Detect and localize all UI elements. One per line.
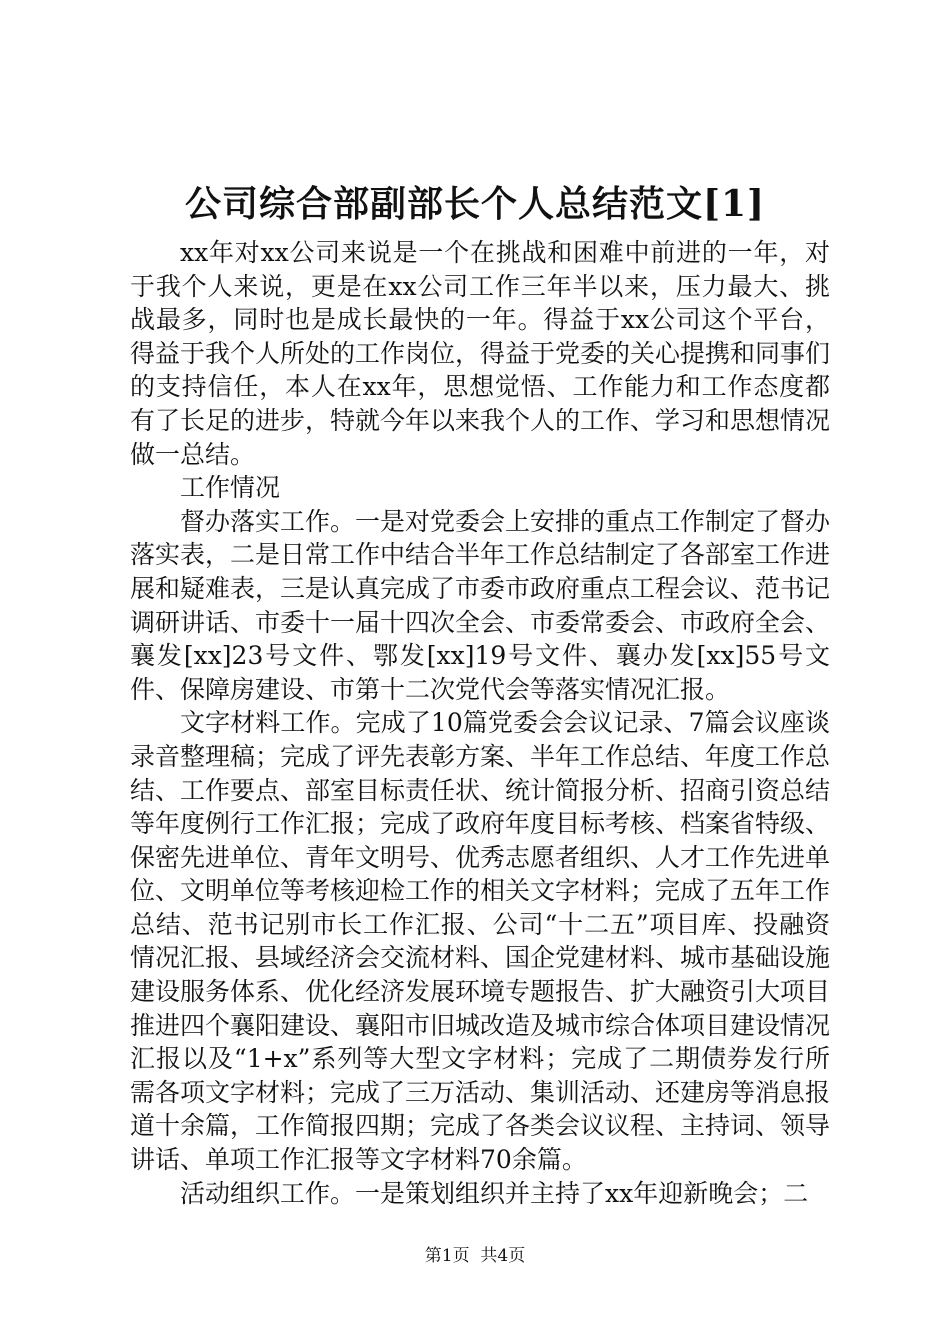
- page-total: 共4页: [480, 1246, 526, 1266]
- section-heading-work: 工作情况: [180, 473, 281, 503]
- page-footer: [0, 1244, 950, 1268]
- document-body: [130, 236, 830, 1210]
- page-number: 第1页: [424, 1246, 470, 1266]
- document-title: 公司综合部副部长个人总结范文[1]: [184, 183, 766, 225]
- paragraph-writing: 文字材料工作。完成了10篇党委会会议记录、7篇会议座谈录音整理稿；完成了评先表彰方案、半年工作总结、年度工作总结、工作要点、部室目标责任状、统计简报分析、招商引资总结等年度例行工作汇报；完成了政府年度目标考核、档案省特级、保密先进单位、青年文明号、优秀志愿者组织、人才工作先进单位、文明单位等考核迎检工作的相关文字材料；完成了五年工作总结、范书记别市长工作汇报、公司“十二五”项目库、投融资情况汇报、县域经济会交流材料、国企党建材料、城市基础设施建设服务体系、优化经济发展环境专题报告、扩大融资引大项目推进四个襄阳建设、襄阳市旧城改造及城市综合体项目建设情况汇报以及“1+x”系列等大型文字材料；完成了二期债券发行所需各项文字材料；完成了三万活动、集训活动、还建房等消息报道十余篇，工作简报四期；完成了各类会议议程、主持词、领导讲话、单项工作汇报等文字材料70余篇。: [130, 708, 831, 1175]
- paragraph-supervision: 督办落实工作。一是对党委会上安排的重点工作制定了督办落实表，二是日常工作中结合半年工作总结制定了各部室工作进展和疑难表，三是认真完成了市委市政府重点工程会议、范书记调研讲话、市委十一届十四次全会、市委常委会、市政府全会、襄发[xx]23号文件、鄂发[xx]19号文件、襄办发[xx]55号文件、保障房建设、市第十二次党代会等落实情况汇报。: [130, 506, 831, 704]
- paragraph-activities: 活动组织工作。一是策划组织并主持了xx年迎新晚会；二: [180, 1178, 809, 1208]
- paragraph-intro: xx年对xx公司来说是一个在挑战和困难中前进的一年，对于我个人来说，更是在xx公司工作三年半以来，压力最大、挑战最多，同时也是成长最快的一年。得益于xx公司这个平台，得益于我个人所处的工作岗位，得益于党委的关心提携和同事们的支持信任，本人在xx年，思想觉悟、工作能力和工作态度都有了长足的进步，特就今年以来我个人的工作、学习和思想情况做一总结。: [130, 238, 831, 469]
